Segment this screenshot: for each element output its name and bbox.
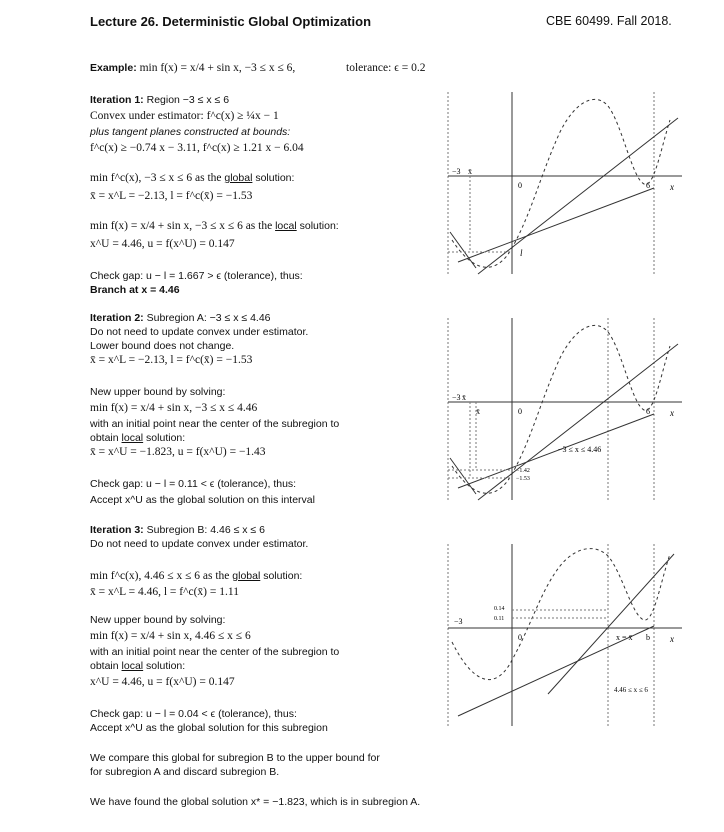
iter2-l10: Accept x^U as the global solution on this interval <box>90 494 315 506</box>
closing-c2: for subregion A and discard subregion B. <box>90 766 280 778</box>
iter1-heading <box>90 94 229 107</box>
iter1-local <box>90 220 339 233</box>
graph3-right-tangent <box>548 554 674 694</box>
graph1-linear-underestimator <box>458 188 654 262</box>
iter3-l1: Do not need to update convex under estimator. <box>90 538 309 550</box>
graph3-label-zero: 0 <box>518 633 522 642</box>
graph2-label-v2: −1.53 <box>516 476 530 482</box>
graph-iteration-2 <box>448 318 682 500</box>
iter2-l3: x̄ = x^L = −2.13, l = f^c(x̄) = −1.53 <box>90 354 253 366</box>
iter1-branch: Branch at x = 4.46 <box>90 284 180 296</box>
iter3-l9: Check gap: u − l = 0.04 < ϵ (tolerance), thus: <box>90 708 297 720</box>
iter1-global-result: x̄ = x^L = −2.13, l = f^c(x̄) = −1.53 <box>90 190 253 202</box>
lecture-title: Lecture 26. Deterministic Global Optimization <box>90 14 372 29</box>
graph2-label-zero: 0 <box>518 407 522 416</box>
iter2-l8: x̄ = x^U = −1.823, u = f(x^U) = −1.43 <box>90 446 266 458</box>
iter3-l4: New upper bound by solving: <box>90 614 226 626</box>
example-prefix: Example: <box>90 62 137 74</box>
graph2-label-xbar: x̄ <box>462 393 466 402</box>
graph2-label-v1: −1.42 <box>516 468 530 474</box>
iter2-l2: Lower bound does not change. <box>90 340 235 352</box>
iter2-l7 <box>90 432 185 445</box>
graph1-label-zero: 0 <box>518 181 522 190</box>
iter2-heading <box>90 312 271 325</box>
iter1-global-b: solution: <box>252 172 295 184</box>
iter2-l6: with an initial point near the center of the subregion to <box>90 418 340 430</box>
graph1-right-tangent <box>478 118 678 274</box>
graph2-label-interval: −3 ≤ x ≤ 4.46 <box>558 445 602 454</box>
iter2-l7-a: obtain <box>90 432 122 444</box>
iter3-l7 <box>90 660 185 673</box>
iter2-l4: New upper bound by solving: <box>90 386 226 398</box>
graph3-label-v1: 0.14 <box>494 606 505 612</box>
graph3-label-b: b <box>646 633 650 642</box>
iter3-l2-b: solution: <box>260 570 303 582</box>
iter3-l7-a: obtain <box>90 660 122 672</box>
iter1-local-u: local <box>275 220 297 232</box>
closing-c1: We compare this global for subregion B to the upper bound for <box>90 752 380 764</box>
graph1-label-x: x <box>670 182 674 192</box>
example-formula: min f(x) = x/4 + sin x, −3 ≤ x ≤ 6, <box>139 62 296 74</box>
iter2-l9: Check gap: u − l = 0.11 < ϵ (tolerance), thus: <box>90 478 297 490</box>
graph1-label-left: −3 <box>452 167 461 176</box>
iter1-heading-bold: Iteration 1: <box>90 94 144 106</box>
graph2-label-x: x <box>670 408 674 418</box>
graph1-label-l: l <box>520 248 523 258</box>
iter1-tangents: f^c(x) ≥ −0.74 x − 3.11, f^c(x) ≥ 1.21 x − 6.04 <box>90 142 304 154</box>
iter1-global-a: min f^c(x), −3 ≤ x ≤ 6 as the <box>90 172 225 184</box>
iter3-heading-bold: Iteration 3: <box>90 524 144 536</box>
graph2-function-curve <box>452 325 670 493</box>
iter3-l10: Accept x^U as the global solution for this subregion <box>90 722 328 734</box>
graph1-label-xbar: x̄ <box>468 167 472 176</box>
example-line <box>90 62 295 75</box>
graph3-label-v2: 0.11 <box>494 616 505 622</box>
iter3-l7-b: solution: <box>143 660 186 672</box>
iter1-global <box>90 172 294 185</box>
iter1-local-result: x^U = 4.46, u = f(x^U) = 0.147 <box>90 238 235 250</box>
iter2-l1: Do not need to update convex under estimator. <box>90 326 309 338</box>
graph2-label-six: 6 <box>646 407 650 416</box>
iter3-l5: min f(x) = x/4 + sin x, 4.46 ≤ x ≤ 6 <box>90 630 251 642</box>
iter3-l2 <box>90 570 302 583</box>
graph-iteration-3 <box>448 544 682 726</box>
graph2-left-tangent <box>450 458 476 494</box>
iter1-global-u: global <box>224 172 253 184</box>
iter1-heading-text: Region −3 ≤ x ≤ 6 <box>143 94 230 106</box>
iter3-l7-u: local <box>121 660 144 672</box>
iter3-l3: x̄ = x^L = 4.46, l = f^c(x̄) = 1.11 <box>90 586 239 598</box>
iter3-l8: x^U = 4.46, u = f(x^U) = 0.147 <box>90 676 235 688</box>
graph3-label-left: −3 <box>454 617 463 626</box>
iter3-l6: with an initial point near the center of the subregion to <box>90 646 340 658</box>
graph1-label-six: 6 <box>646 181 650 190</box>
graph2-label-left: −3 <box>452 393 461 402</box>
iter1-gap: Check gap: u − l = 1.667 > ϵ (tolerance), thus: <box>90 270 303 282</box>
graph1-function-curve <box>452 99 670 267</box>
graph2-label-xbar2: x̄ <box>476 407 480 416</box>
iter2-l7-u: local <box>121 432 144 444</box>
iter2-l7-b: solution: <box>143 432 186 444</box>
iter3-heading-text: Subregion B: 4.46 ≤ x ≤ 6 <box>143 524 265 536</box>
graph-iteration-1 <box>448 92 682 274</box>
graph1-left-tangent <box>450 232 476 268</box>
graph3-label-interval: 4.46 ≤ x ≤ 6 <box>614 686 648 694</box>
iter1-plus: plus tangent planes constructed at bounds: <box>90 126 291 138</box>
iter3-heading <box>90 524 265 537</box>
graph3-label-xeq: x = x̄ <box>616 633 633 642</box>
closing-c3: We have found the global solution x* = −1.823, which is in subregion A. <box>90 796 421 808</box>
iter2-heading-text: Subregion A: −3 ≤ x ≤ 4.46 <box>143 312 271 324</box>
graph2-linear-underestimator <box>458 414 654 488</box>
iter2-l5: min f(x) = x/4 + sin x, −3 ≤ x ≤ 4.46 <box>90 402 258 414</box>
iter1-convex: Convex under estimator: f^c(x) ≥ ¼x − 1 <box>90 110 279 122</box>
example-tolerance: tolerance: ϵ = 0.2 <box>346 62 426 74</box>
iter2-heading-bold: Iteration 2: <box>90 312 144 324</box>
iter1-local-b: solution: <box>296 220 339 232</box>
graph3-function-curve <box>452 549 670 680</box>
iter3-l2-u: global <box>232 570 261 582</box>
iter3-l2-a: min f^c(x), 4.46 ≤ x ≤ 6 as the <box>90 570 233 582</box>
course-label: CBE 60499. Fall 2018. <box>546 14 672 28</box>
graph2-right-tangent <box>478 344 678 500</box>
graph3-label-x: x <box>670 634 674 644</box>
iter1-local-a: min f(x) = x/4 + sin x, −3 ≤ x ≤ 6 as the <box>90 220 276 232</box>
